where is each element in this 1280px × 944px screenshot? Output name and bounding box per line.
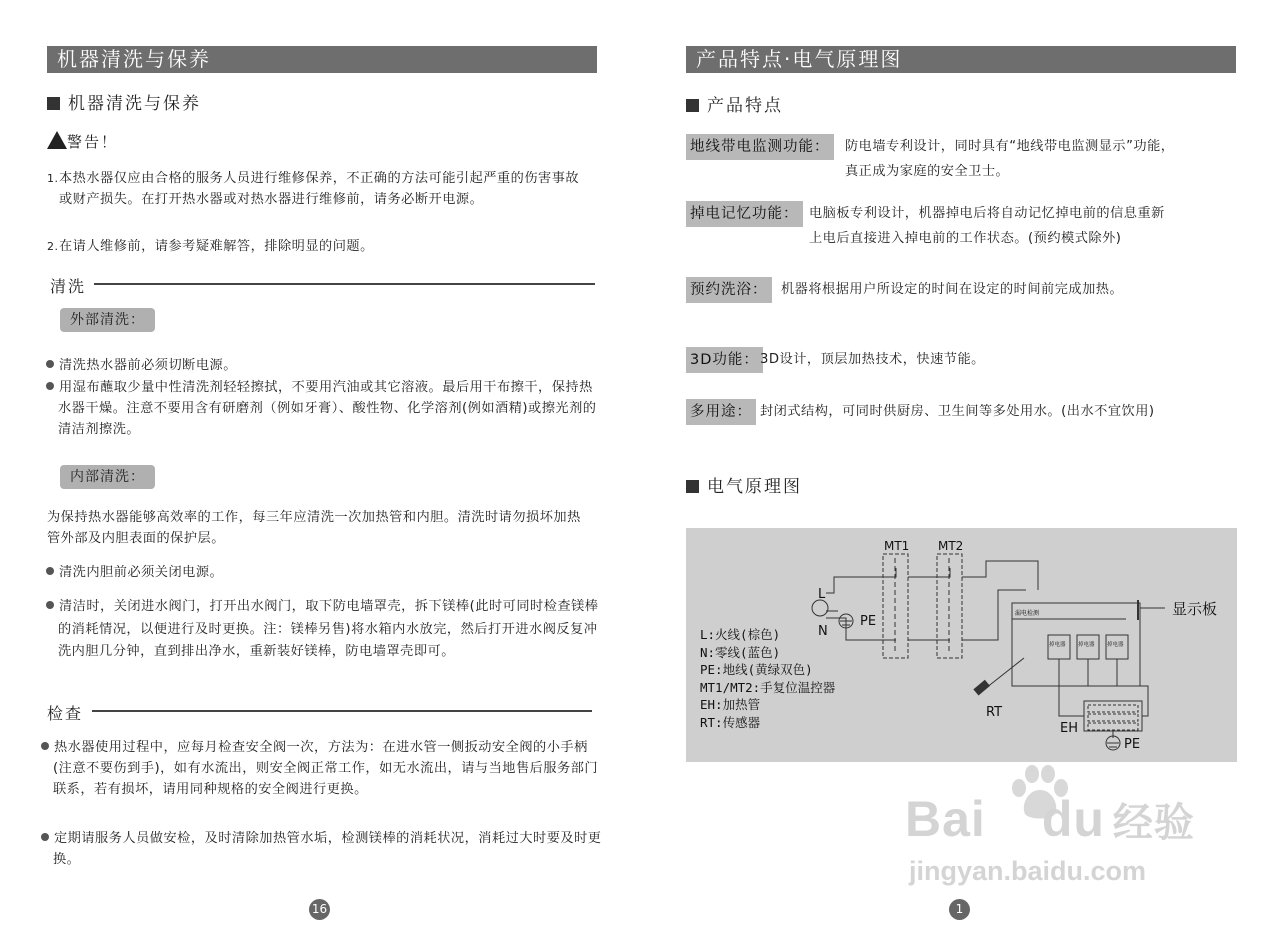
feature-text-5: 封闭式结构，可同时供厨房、卫生间等多处用水。(出水不宜饮用) — [760, 404, 1155, 419]
diagram-label-leak: 漏电检测 — [1015, 610, 1040, 617]
inspection-item-1 — [41, 737, 603, 800]
left-page-number: 16 — [309, 899, 330, 920]
bullet-icon — [41, 742, 49, 750]
feature-label-4: 3D功能： — [686, 347, 763, 373]
diagram-label-mt2: MT2 — [938, 539, 964, 553]
legend-item: N:零线(蓝色) — [700, 644, 781, 660]
bullet-icon — [41, 833, 49, 841]
legend-item: L:火线(棕色) — [700, 627, 781, 642]
feature-text-2-line-2: 上电后直接进入掉电前的工作状态。(预约模式除外) — [809, 231, 1122, 246]
external-item-2 — [46, 377, 606, 440]
legend-item: MT1/MT2:手复位温控器 — [700, 679, 836, 695]
diagram-label-display: 显示板 — [1172, 600, 1218, 618]
feature-text-3: 机器将根据用户所设定的时间在设定的时间前完成加热。 — [781, 282, 1124, 297]
legend-item: EH:加热管 — [700, 697, 761, 712]
diagram-label-eh: EH — [1060, 721, 1078, 736]
right-page-number: 1 — [949, 899, 970, 920]
internal-item-1-text: 清洗内胆前必须关闭电源。 — [59, 565, 224, 580]
warning-text-2: 在请人维修前，请参考疑难解答，排除明显的问题。 — [59, 239, 374, 254]
cleaning-heading: 清洗 — [50, 277, 87, 296]
diagram-label-module1: 掉电器 — [1049, 642, 1066, 648]
feature-label-5: 多用途： — [686, 399, 756, 425]
internal-item-1 — [46, 562, 606, 583]
diagram-legend — [700, 626, 835, 731]
diagram-heading — [686, 472, 802, 497]
watermark-brand-cn: 经验 — [1112, 801, 1195, 845]
warning-triangle-icon — [47, 131, 67, 149]
watermark-url: jingyan.baidu.com — [909, 856, 1147, 886]
bullet-icon — [46, 601, 54, 609]
inspection-item-2-text: 定期请服务人员做安检，及时清除加热管水垢，检测镁棒的消耗状况，消耗过大时要及时更换。 — [53, 831, 602, 867]
feature-text-4: 3D设计，顶层加热技术，快速节能。 — [760, 352, 985, 367]
feature-text-1-line-1: 防电墙专利设计，同时具有“地线带电监测显示”功能， — [845, 139, 1175, 154]
external-item-1-text: 清洗热水器前必须切断电源。 — [59, 358, 237, 373]
section-heading — [47, 89, 201, 114]
external-item-1 — [46, 355, 606, 376]
internal-cleaning-tag: 内部清洗： — [60, 465, 155, 489]
legend-item: RT:传感器 — [700, 714, 761, 730]
inspection-item-2 — [41, 828, 603, 870]
baidu-watermark — [905, 790, 1215, 900]
internal-intro: 为保持热水器能够高效率的工作，每三年应清洗一次加热管和内胆。清洗时请勿损坏加热管外部及内胆表面的保护层。 — [47, 510, 581, 546]
feature-text-1-line-2: 真正成为家庭的安全卫士。 — [845, 164, 1010, 179]
right-banner: 产品特点·电气原理图 — [686, 46, 1236, 73]
diagram-label-rt: RT — [986, 705, 1003, 720]
internal-item-2-text: 清洁时，关闭进水阀门，打开出水阀门，取下防电墙罩壳，拆下镁棒(此时可同时检查镁棒的消耗情况，以便进行及时更换。注：镁棒另售)将水箱内水放完，然后打开进水阀反复冲洗内胆几分钟，直到排出净水，重新装好镁棒，防电墙罩壳即可。 — [58, 599, 599, 659]
diagram-label-l: L — [818, 587, 826, 602]
legend-item: PE:地线(黄绿双色) — [700, 662, 813, 677]
external-cleaning-tag: 外部清洗： — [60, 308, 155, 332]
warning-num-1: 1. — [47, 172, 59, 185]
feature-label-2: 掉电记忆功能： — [686, 201, 803, 227]
warning-num-2: 2. — [47, 240, 59, 253]
bullet-icon — [46, 382, 54, 390]
feature-text-2-line-1: 电脑板专利设计，机器掉电后将自动记忆掉电前的信息重新 — [809, 206, 1165, 221]
inspection-item-1-text: 热水器使用过程中，应每月检查安全阀一次，方法为：在进水管一侧扳动安全阀的小手柄(注意不要伤到手)，如有水流出，则安全阀正常工作，如无水流出，请与当地售后服务部门联系，若有损坏，请用同种规格的安全阀进行更换。 — [53, 740, 599, 797]
warning-item-2 — [47, 236, 582, 257]
inspection-heading: 检查 — [47, 704, 84, 723]
square-bullet-icon — [47, 97, 60, 110]
external-item-2-text: 用湿布蘸取少量中性清洗剂轻轻擦拭，不要用汽油或其它溶液。最后用干布擦干，保持热水器干燥。注意不要用含有研磨剂（例如牙膏）、酸性物、化学溶剂(例如酒精)或擦光剂的清洁剂擦洗。 — [58, 380, 597, 437]
diagram-label-pe2: PE — [1124, 737, 1141, 752]
diagram-heading-text: 电气原理图 — [707, 477, 802, 497]
internal-item-2 — [46, 596, 606, 664]
watermark-brand-du: du — [1041, 791, 1105, 847]
diagram-label-module3: 掉电器 — [1107, 642, 1124, 648]
feature-text-2 — [809, 201, 1165, 251]
diagram-label-mt1: MT1 — [884, 539, 910, 553]
wiring-diagram — [686, 528, 1237, 762]
warning-label: 警告！ — [67, 133, 119, 151]
diagram-label-n: N — [818, 624, 828, 639]
feature-label-1: 地线带电监测功能： — [686, 134, 834, 160]
diagram-label-module2: 掉电器 — [1078, 642, 1095, 648]
square-bullet-icon — [686, 480, 699, 493]
watermark-brand: Bai — [905, 791, 986, 847]
square-bullet-icon — [686, 99, 699, 112]
feature-text-1 — [845, 134, 1174, 184]
bullet-icon — [46, 567, 54, 575]
feature-label-3: 预约洗浴： — [686, 277, 772, 303]
cleaning-rule — [94, 283, 595, 285]
features-heading — [686, 91, 783, 116]
diagram-label-pe1: PE — [860, 614, 877, 629]
section-heading-text: 机器清洗与保养 — [68, 94, 201, 114]
bullet-icon — [46, 360, 54, 368]
warning-item-1 — [47, 168, 582, 210]
inspection-rule — [92, 710, 592, 712]
warning-text-1: 本热水器仅应由合格的服务人员进行维修保养，不正确的方法可能引起严重的伤害事故或财产损失。在打开热水器或对热水器进行维修前，请务必断开电源。 — [59, 171, 580, 207]
features-heading-text: 产品特点 — [707, 96, 783, 116]
warning — [47, 131, 118, 152]
left-banner: 机器清洗与保养 — [47, 46, 597, 73]
